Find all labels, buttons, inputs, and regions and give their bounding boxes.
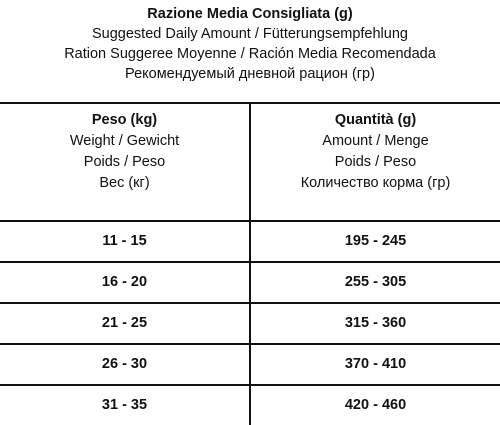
amount-cell: 195 - 245: [344, 233, 407, 249]
column-header-weight-title: Peso (kg): [91, 112, 158, 128]
column-header-amount: [251, 110, 500, 194]
weight-cell: 31 - 35: [101, 397, 148, 413]
table-row: [0, 384, 500, 425]
weight-cell: 11 - 15: [102, 233, 147, 249]
amount-cell: 255 - 305: [344, 274, 407, 290]
weight-cell: 26 - 30: [101, 356, 148, 372]
column-header-weight-line-2: Poids / Peso: [83, 154, 166, 170]
subtitle-french-spanish: Ration Suggeree Moyenne / Ración Media Recomendada: [64, 46, 436, 62]
document-header: [0, 4, 500, 84]
feeding-table: [0, 102, 500, 425]
table-row: [0, 302, 500, 343]
table-row: [0, 261, 500, 302]
amount-cell: 370 - 410: [344, 356, 407, 372]
subtitle-english-german: Suggested Daily Amount / Fütterungsempfehlung: [92, 26, 408, 42]
column-header-weight: [0, 110, 249, 194]
table-row: [0, 343, 500, 384]
column-header-amount-line-3: Количество корма (гр): [300, 175, 451, 191]
document-title: Razione Media Consigliata (g): [147, 6, 353, 22]
column-header-weight-line-1: Weight / Gewicht: [69, 133, 180, 149]
table-row: [0, 220, 500, 261]
amount-cell: 420 - 460: [344, 397, 407, 413]
amount-cell: 315 - 360: [344, 315, 407, 331]
weight-cell: 21 - 25: [101, 315, 148, 331]
column-header-amount-title: Quantità (g): [334, 112, 417, 128]
weight-cell: 16 - 20: [101, 274, 148, 290]
column-header-weight-line-3: Вес (кг): [99, 175, 150, 191]
column-header-amount-line-2: Poids / Peso: [334, 154, 417, 170]
subtitle-russian: Рекомендуемый дневной рацион (гр): [125, 66, 375, 82]
column-header-amount-line-1: Amount / Menge: [322, 133, 429, 149]
